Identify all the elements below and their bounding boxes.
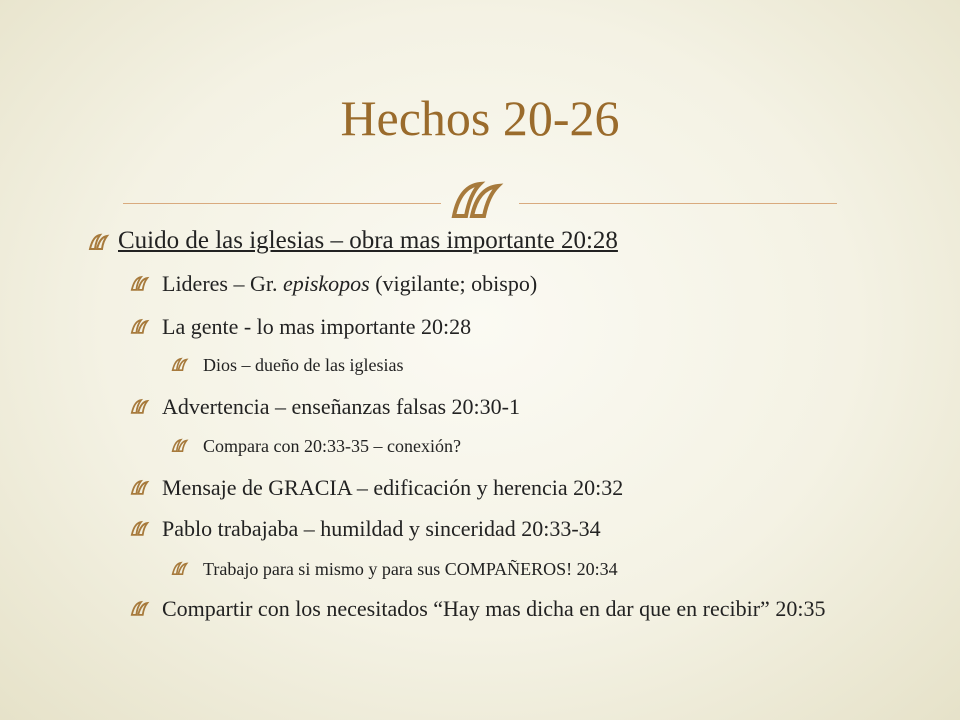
bullet-text: Pablo trabajaba – humildad y sinceridad 20:33-34 — [162, 516, 601, 541]
bullet-text: Mensaje de GRACIA – edificación y herencia 20:32 — [162, 475, 624, 500]
list-item — [203, 559, 883, 581]
bullet-text: (vigilante; obispo) — [369, 271, 538, 296]
list-item — [162, 475, 882, 502]
scroll-bullet-icon — [130, 398, 150, 415]
bullet-text: Trabajo para si mismo y para sus COMPAÑEROS! 20:34 — [203, 559, 618, 579]
bullet-text: Lideres – Gr. — [162, 271, 283, 296]
list-item — [162, 314, 882, 341]
list-item — [162, 271, 882, 298]
bullet-text: Dios – dueño de las iglesias — [203, 355, 404, 375]
bullet-text-emphasis: episkopos — [282, 271, 370, 296]
list-item — [118, 226, 838, 257]
scroll-bullet-icon — [130, 275, 150, 292]
bullet-text: La gente - lo mas importante 20:28 — [162, 314, 472, 339]
bullet-text: Compartir con los necesitados “Hay mas dicha en dar que en recibir” 20:35 — [162, 596, 826, 621]
scroll-bullet-icon — [171, 438, 189, 453]
list-item — [203, 355, 883, 377]
scroll-bullet-icon — [130, 600, 150, 617]
list-item — [162, 516, 882, 543]
bullet-text: Cuido de las iglesias – obra mas importante 20:28 — [118, 227, 618, 254]
scroll-bullet-icon — [171, 561, 189, 576]
scroll-bullet-icon — [130, 318, 150, 335]
scroll-bullet-icon — [130, 520, 150, 537]
list-item — [203, 436, 883, 458]
list-item — [162, 596, 882, 623]
bullet-text: Compara con 20:33-35 – conexión? — [203, 436, 461, 456]
slide-title: Hechos 20-26 — [340, 90, 620, 146]
bullet-text: Advertencia – enseñanzas falsas 20:30-1 — [162, 394, 520, 419]
scroll-bullet-icon — [130, 479, 150, 496]
scroll-bullet-icon — [88, 233, 110, 251]
scroll-bullet-icon — [171, 357, 189, 372]
list-item — [162, 394, 882, 421]
